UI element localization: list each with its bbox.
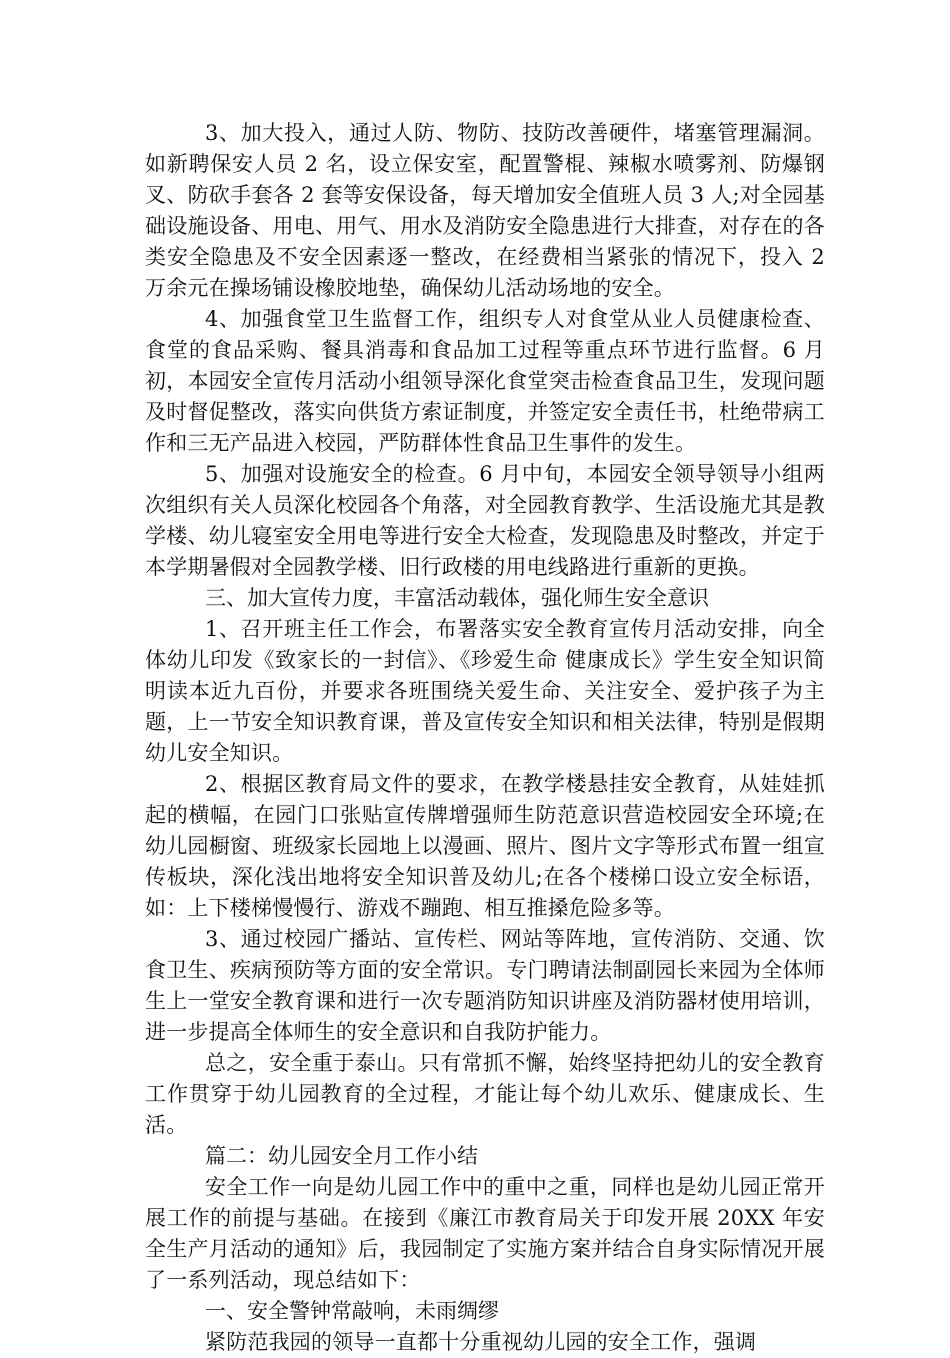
article-two-title: 篇二：幼儿园安全月工作小结	[205, 1144, 478, 1168]
document-body	[145, 118, 825, 1358]
paragraph-canteen-hygiene: 4、加强食堂卫生监督工作，组织专人对食堂从业人员健康检查、食堂的食品采购、餐具消毒和食品加工过程等重点环节进行监督。6 月初，本园安全宣传月活动小组领导深化食堂突击检查食品卫生，发现问题及时督促整改，落实向供货方索证制度，并签定安全责任书，杜绝带病工作和三无产品进入校园，严防群体性食品卫生事件的发生。	[145, 307, 825, 455]
paragraph-broadcast: 3、通过校园广播站、宣传栏、网站等阵地，宣传消防、交通、饮食卫生、疾病预防等方面的安全常识。专门聘请法制副园长来园为全体师生上一堂安全教育课和进行一次专题消防知识讲座及消防器材使用培训，进一步提高全体师生的安全意识和自我防护能力。	[145, 927, 825, 1044]
paragraph-facility-inspection: 5、加强对设施安全的检查。6 月中旬，本园安全领导领导小组两次组织有关人员深化校园各个角落，对全园教育教学、生活设施尤其是教学楼、幼儿寝室安全用电等进行安全大检查，发现隐患及时整改，并定于本学期暑假对全园教学楼、旧行政楼的用电线路进行重新的更换。	[145, 462, 825, 579]
paragraph-banners: 2、根据区教育局文件的要求，在教学楼悬挂安全教育，从娃娃抓起的横幅，在园门口张贴宣传牌增强师生防范意识营造校园安全环境;在幼儿园橱窗、班级家长园地上以漫画、照片、图片文字等形式布置一组宣传板块，深化浅出地将安全知识普及幼儿;在各个楼梯口设立安全标语，如：上下楼梯慢慢行、游戏不蹦跑、相互推搡危险多等。	[145, 772, 825, 920]
section-heading-alarm: 一、安全警钟常敲响，未雨绸缪	[205, 1299, 499, 1323]
paragraph-teacher-meeting: 1、召开班主任工作会，布署落实安全教育宣传月活动安排，向全体幼儿印发《致家长的一封信》、《珍爱生命 健康成长》学生安全知识简明读本近九百份，并要求各班围绕关爱生命、关注安全、爱护孩子为主题，上一节安全知识教育课，普及宣传安全知识和相关法律，特别是假期幼儿安全知识。	[145, 617, 825, 765]
paragraph-leadership: 紧防范我园的领导一直都十分重视幼儿园的安全工作，强调	[205, 1330, 757, 1354]
paragraph-conclusion: 总之，安全重于泰山。只有常抓不懈，始终坚持把幼儿的安全教育工作贯穿于幼儿园教育的全过程，才能让每个幼儿欢乐、健康成长、生活。	[145, 1051, 825, 1137]
paragraph-investment: 3、加大投入，通过人防、物防、技防改善硬件，堵塞管理漏洞。如新聘保安人员 2 名，设立保安室，配置警棍、辣椒水喷雾剂、防爆钢叉、防砍手套各 2 套等安保设备，每天增加安全值班人员 3 人;对全园基础设施设备、用电、用气、用水及消防安全隐患进行大排查，对存在的各类安全隐患及不安全因素逐一整改，在经费相当紧张的情况下，投入 2 万余元在操场铺设橡胶地垫，确保幼儿活动场地的安全。	[145, 121, 825, 300]
section-heading-publicity: 三、加大宣传力度，丰富活动载体，强化师生安全意识	[205, 586, 709, 610]
paragraph-article-two-intro: 安全工作一向是幼儿园工作中的重中之重，同样也是幼儿园正常开展工作的前提与基础。在接到《廉江市教育局关于印发开展 20XX 年安全生产月活动的通知》后，我园制定了实施方案并结合自身实际情况开展了一系列活动，现总结如下：	[145, 1175, 825, 1292]
